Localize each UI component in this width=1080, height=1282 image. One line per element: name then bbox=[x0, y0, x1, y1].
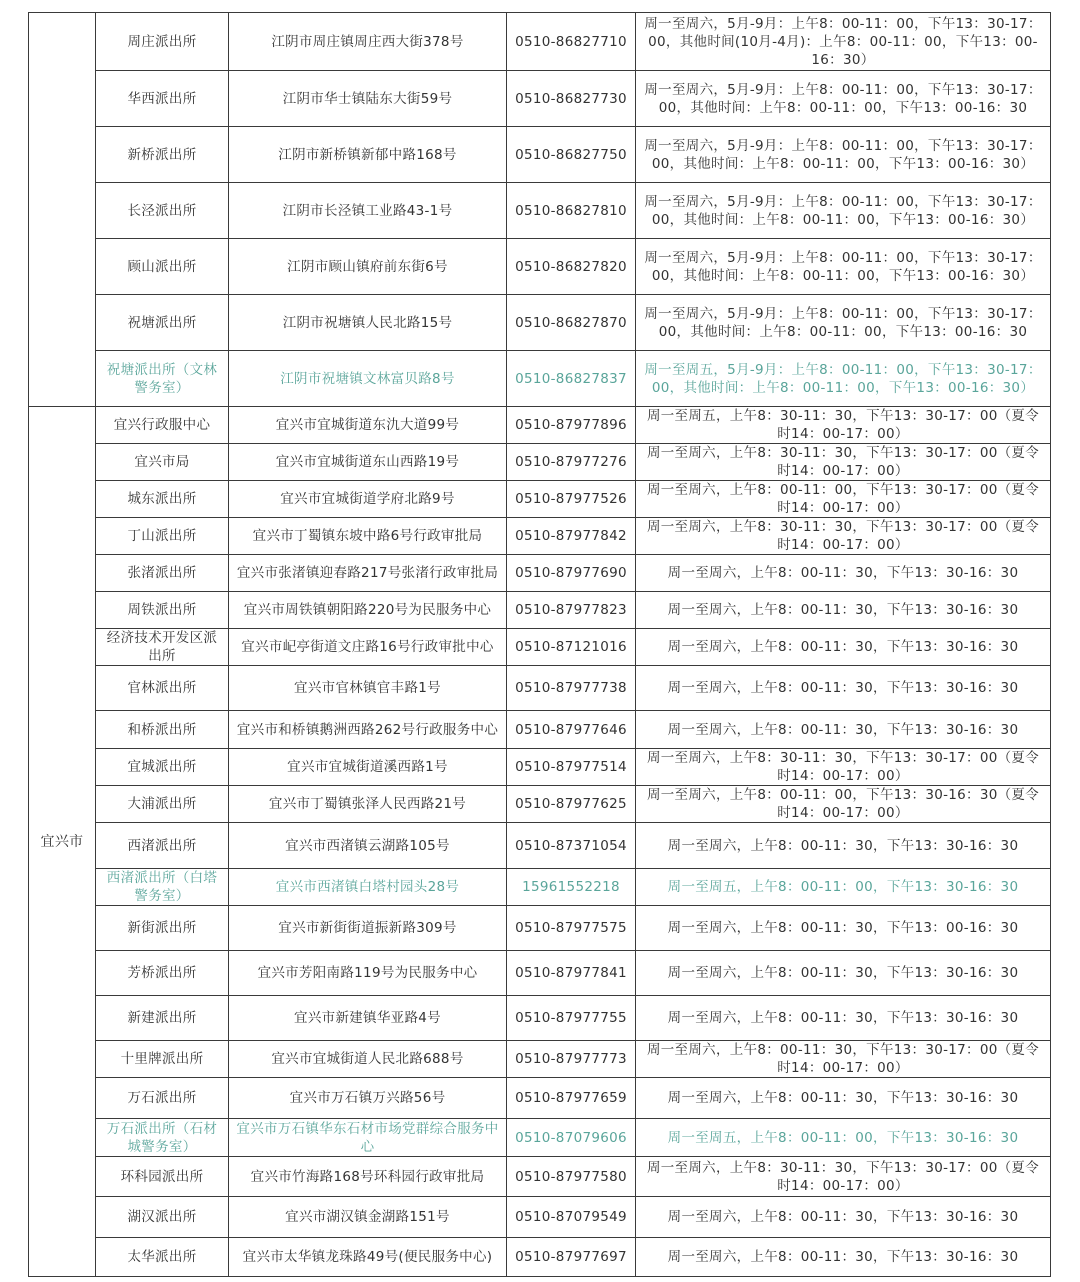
office-hours-cell: 周一至周五，上午8：30-11：30，下午13：30-17：00（夏令时14：00-17：00） bbox=[636, 407, 1051, 444]
table-row bbox=[29, 823, 1051, 869]
phone-cell: 0510-86827837 bbox=[507, 351, 636, 407]
station-name-cell: 西渚派出所（白塔警务室） bbox=[96, 869, 229, 906]
office-hours-cell: 周一至周五，上午8：00-11：00，下午13：30-16：30 bbox=[636, 869, 1051, 906]
phone-cell: 0510-87977625 bbox=[507, 786, 636, 823]
station-name-cell: 新街派出所 bbox=[96, 906, 229, 951]
phone-cell: 0510-87977842 bbox=[507, 518, 636, 555]
address-cell: 宜兴市宜城街道人民北路688号 bbox=[229, 1041, 507, 1078]
station-name-cell: 新建派出所 bbox=[96, 996, 229, 1041]
phone-cell: 0510-86827810 bbox=[507, 183, 636, 239]
station-name-cell: 和桥派出所 bbox=[96, 711, 229, 749]
table-row bbox=[29, 786, 1051, 823]
station-name-cell: 城东派出所 bbox=[96, 481, 229, 518]
station-name-cell: 万石派出所 bbox=[96, 1078, 229, 1119]
station-name-cell: 周铁派出所 bbox=[96, 592, 229, 629]
phone-cell: 15961552218 bbox=[507, 869, 636, 906]
office-hours-cell: 周一至周五，上午8：00-11：00，下午13：30-16：30 bbox=[636, 1119, 1051, 1157]
table-row bbox=[29, 127, 1051, 183]
table-row bbox=[29, 1119, 1051, 1157]
address-cell: 江阴市新桥镇新郁中路168号 bbox=[229, 127, 507, 183]
table-row bbox=[29, 1041, 1051, 1078]
table-row bbox=[29, 906, 1051, 951]
station-name-cell: 大浦派出所 bbox=[96, 786, 229, 823]
office-hours-cell: 周一至周五，5月-9月：上午8：00-11：00，下午13：30-17：00，其他时间：上午8：00-11：00，下午13：00-16：30） bbox=[636, 351, 1051, 407]
table-row bbox=[29, 1078, 1051, 1119]
address-cell: 宜兴市万石镇华东石材市场党群综合服务中心 bbox=[229, 1119, 507, 1157]
station-name-cell: 湖汉派出所 bbox=[96, 1197, 229, 1238]
address-cell: 宜兴市宜城街道东山西路19号 bbox=[229, 444, 507, 481]
office-hours-cell: 周一至周六，上午8：00-11：30，下午13：30-16：30 bbox=[636, 1078, 1051, 1119]
office-hours-cell: 周一至周六，5月-9月：上午8：00-11：00，下午13：30-17：00，其他时间：上午8：00-11：00，下午13：00-16：30） bbox=[636, 183, 1051, 239]
phone-cell: 0510-87977276 bbox=[507, 444, 636, 481]
address-cell: 宜兴市宜城街道学府北路9号 bbox=[229, 481, 507, 518]
office-hours-cell: 周一至周六，上午8：30-11：30，下午13：30-17：00（夏令时14：00-17：00） bbox=[636, 1157, 1051, 1197]
office-hours-cell: 周一至周六，上午8：30-11：30，下午13：30-17：00（夏令时14：00-17：00） bbox=[636, 518, 1051, 555]
table-row bbox=[29, 749, 1051, 786]
table-row bbox=[29, 629, 1051, 666]
table-row bbox=[29, 518, 1051, 555]
phone-cell: 0510-87371054 bbox=[507, 823, 636, 869]
phone-cell: 0510-86827820 bbox=[507, 239, 636, 295]
station-name-cell: 顾山派出所 bbox=[96, 239, 229, 295]
phone-cell: 0510-87977514 bbox=[507, 749, 636, 786]
station-name-cell: 宜城派出所 bbox=[96, 749, 229, 786]
office-hours-cell: 周一至周六，上午8：00-11：30，下午13：00-16：30 bbox=[636, 906, 1051, 951]
phone-cell: 0510-87977575 bbox=[507, 906, 636, 951]
office-hours-cell: 周一至周六，5月-9月：上午8：00-11：00，下午13：30-17：00，其他时间：上午8：00-11：00，下午13：00-16：30） bbox=[636, 239, 1051, 295]
office-hours-cell: 周一至周六，上午8：00-11：30，下午13：30-16：30 bbox=[636, 996, 1051, 1041]
station-name-cell: 芳桥派出所 bbox=[96, 951, 229, 996]
address-cell: 宜兴市新街街道振新路309号 bbox=[229, 906, 507, 951]
address-cell: 江阴市周庄镇周庄西大街378号 bbox=[229, 13, 507, 71]
phone-cell: 0510-86827710 bbox=[507, 13, 636, 71]
table-row bbox=[29, 592, 1051, 629]
table-row bbox=[29, 351, 1051, 407]
phone-cell: 0510-86827730 bbox=[507, 71, 636, 127]
table-row bbox=[29, 951, 1051, 996]
address-cell: 宜兴市官林镇官丰路1号 bbox=[229, 666, 507, 711]
address-cell: 江阴市祝塘镇文林富贝路8号 bbox=[229, 351, 507, 407]
phone-cell: 0510-86827750 bbox=[507, 127, 636, 183]
phone-cell: 0510-87977697 bbox=[507, 1238, 636, 1277]
table-row bbox=[29, 183, 1051, 239]
phone-cell: 0510-87977690 bbox=[507, 555, 636, 592]
office-hours-cell: 周一至周六，上午8：00-11：30，下午13：30-16：30 bbox=[636, 629, 1051, 666]
table-row bbox=[29, 13, 1051, 71]
address-cell: 宜兴市竹海路168号环科园行政审批局 bbox=[229, 1157, 507, 1197]
address-cell: 宜兴市丁蜀镇东坡中路6号行政审批局 bbox=[229, 518, 507, 555]
table-row bbox=[29, 869, 1051, 906]
office-hours-cell: 周一至周六，上午8：00-11：30，下午13：30-16：30 bbox=[636, 1238, 1051, 1277]
table-row bbox=[29, 996, 1051, 1041]
office-hours-cell: 周一至周六，上午8：00-11：00，下午13：30-16：30（夏令时14：00-17：00） bbox=[636, 786, 1051, 823]
table-row bbox=[29, 1197, 1051, 1238]
phone-cell: 0510-87079606 bbox=[507, 1119, 636, 1157]
phone-cell: 0510-87977823 bbox=[507, 592, 636, 629]
table-row bbox=[29, 295, 1051, 351]
office-hours-cell: 周一至周六，上午8：00-11：30，下午13：30-16：30 bbox=[636, 1197, 1051, 1238]
office-hours-cell: 周一至周六，5月-9月：上午8：00-11：00，下午13：30-17：00，其他时间：上午8：00-11：00，下午13：00-16：30 bbox=[636, 295, 1051, 351]
address-cell: 宜兴市张渚镇迎春路217号张渚行政审批局 bbox=[229, 555, 507, 592]
address-cell: 宜兴市西渚镇云湖路105号 bbox=[229, 823, 507, 869]
station-name-cell: 官林派出所 bbox=[96, 666, 229, 711]
address-cell: 宜兴市芳阳南路119号为民服务中心 bbox=[229, 951, 507, 996]
phone-cell: 0510-87977646 bbox=[507, 711, 636, 749]
address-cell: 宜兴市宜城街道东氿大道99号 bbox=[229, 407, 507, 444]
city-cell bbox=[29, 13, 96, 407]
table-body bbox=[29, 13, 1051, 1277]
office-hours-cell: 周一至周六，5月-9月：上午8：00-11：00，下午13：30-17：00，其他时间：上午8：00-11：00，下午13：00-16：30） bbox=[636, 127, 1051, 183]
table-row bbox=[29, 481, 1051, 518]
station-name-cell: 张渚派出所 bbox=[96, 555, 229, 592]
office-hours-cell: 周一至周六，上午8：00-11：30，下午13：30-16：30 bbox=[636, 711, 1051, 749]
address-cell: 宜兴市和桥镇鹅洲西路262号行政服务中心 bbox=[229, 711, 507, 749]
station-name-cell: 经济技术开发区派出所 bbox=[96, 629, 229, 666]
office-hours-cell: 周一至周六，上午8：00-11：30，下午13：30-16：30 bbox=[636, 555, 1051, 592]
address-cell: 宜兴市屺亭街道文庄路16号行政审批中心 bbox=[229, 629, 507, 666]
station-name-cell: 万石派出所（石材城警务室） bbox=[96, 1119, 229, 1157]
address-cell: 宜兴市宜城街道溪西路1号 bbox=[229, 749, 507, 786]
office-hours-cell: 周一至周六，上午8：00-11：30，下午13：30-16：30 bbox=[636, 823, 1051, 869]
office-hours-cell: 周一至周六，上午8：00-11：30，下午13：30-16：30 bbox=[636, 951, 1051, 996]
station-name-cell: 华西派出所 bbox=[96, 71, 229, 127]
table-row bbox=[29, 239, 1051, 295]
office-hours-cell: 周一至周六，上午8：00-11：30，下午13：30-16：30 bbox=[636, 592, 1051, 629]
table-row bbox=[29, 1157, 1051, 1197]
station-name-cell: 祝塘派出所（文林警务室） bbox=[96, 351, 229, 407]
address-cell: 江阴市华士镇陆东大街59号 bbox=[229, 71, 507, 127]
address-cell: 江阴市祝塘镇人民北路15号 bbox=[229, 295, 507, 351]
table-row bbox=[29, 407, 1051, 444]
phone-cell: 0510-87977755 bbox=[507, 996, 636, 1041]
station-name-cell: 丁山派出所 bbox=[96, 518, 229, 555]
station-name-cell: 新桥派出所 bbox=[96, 127, 229, 183]
address-cell: 宜兴市万石镇万兴路56号 bbox=[229, 1078, 507, 1119]
station-name-cell: 西渚派出所 bbox=[96, 823, 229, 869]
address-cell: 宜兴市周铁镇朝阳路220号为民服务中心 bbox=[229, 592, 507, 629]
station-name-cell: 太华派出所 bbox=[96, 1238, 229, 1277]
office-hours-cell: 周一至周六，5月-9月：上午8：00-11：00，下午13：30-17：00，其他时间(10月-4月)：上午8：00-11：00，下午13：00-16：30） bbox=[636, 13, 1051, 71]
office-hours-cell: 周一至周六，上午8：00-11：00，下午13：30-17：00（夏令时14：00-17：00） bbox=[636, 481, 1051, 518]
phone-cell: 0510-87977580 bbox=[507, 1157, 636, 1197]
address-cell: 宜兴市新建镇华亚路4号 bbox=[229, 996, 507, 1041]
phone-cell: 0510-87977896 bbox=[507, 407, 636, 444]
phone-cell: 0510-86827870 bbox=[507, 295, 636, 351]
address-cell: 江阴市顾山镇府前东街6号 bbox=[229, 239, 507, 295]
phone-cell: 0510-87977841 bbox=[507, 951, 636, 996]
table-row bbox=[29, 71, 1051, 127]
office-hours-cell: 周一至周六，5月-9月：上午8：00-11：00，下午13：30-17：00，其他时间：上午8：00-11：00，下午13：00-16：30 bbox=[636, 71, 1051, 127]
station-name-cell: 宜兴市局 bbox=[96, 444, 229, 481]
phone-cell: 0510-87977526 bbox=[507, 481, 636, 518]
table-row bbox=[29, 444, 1051, 481]
phone-cell: 0510-87977738 bbox=[507, 666, 636, 711]
station-name-cell: 十里牌派出所 bbox=[96, 1041, 229, 1078]
office-hours-cell: 周一至周六，上午8：30-11：30，下午13：30-17：00（夏令时14：00-17：00） bbox=[636, 749, 1051, 786]
table-row bbox=[29, 666, 1051, 711]
phone-cell: 0510-87121016 bbox=[507, 629, 636, 666]
table-row bbox=[29, 555, 1051, 592]
office-hours-cell: 周一至周六，上午8：00-11：30，下午13：30-16：30 bbox=[636, 666, 1051, 711]
address-cell: 宜兴市西渚镇白塔村园头28号 bbox=[229, 869, 507, 906]
city-cell: 宜兴市 bbox=[29, 407, 96, 1277]
station-name-cell: 周庄派出所 bbox=[96, 13, 229, 71]
table-row bbox=[29, 1238, 1051, 1277]
table-row bbox=[29, 711, 1051, 749]
address-cell: 宜兴市丁蜀镇张泽人民西路21号 bbox=[229, 786, 507, 823]
phone-cell: 0510-87079549 bbox=[507, 1197, 636, 1238]
office-hours-cell: 周一至周六，上午8：00-11：30，下午13：30-17：00（夏令时14：00-17：00） bbox=[636, 1041, 1051, 1078]
address-cell: 宜兴市太华镇龙珠路49号(便民服务中心) bbox=[229, 1238, 507, 1277]
station-name-cell: 环科园派出所 bbox=[96, 1157, 229, 1197]
address-cell: 宜兴市湖汉镇金湖路151号 bbox=[229, 1197, 507, 1238]
station-name-cell: 宜兴行政服中心 bbox=[96, 407, 229, 444]
station-name-cell: 长泾派出所 bbox=[96, 183, 229, 239]
address-cell: 江阴市长泾镇工业路43-1号 bbox=[229, 183, 507, 239]
phone-cell: 0510-87977773 bbox=[507, 1041, 636, 1078]
police-station-table bbox=[28, 12, 1051, 1277]
phone-cell: 0510-87977659 bbox=[507, 1078, 636, 1119]
office-hours-cell: 周一至周六，上午8：30-11：30，下午13：30-17：00（夏令时14：00-17：00） bbox=[636, 444, 1051, 481]
station-name-cell: 祝塘派出所 bbox=[96, 295, 229, 351]
